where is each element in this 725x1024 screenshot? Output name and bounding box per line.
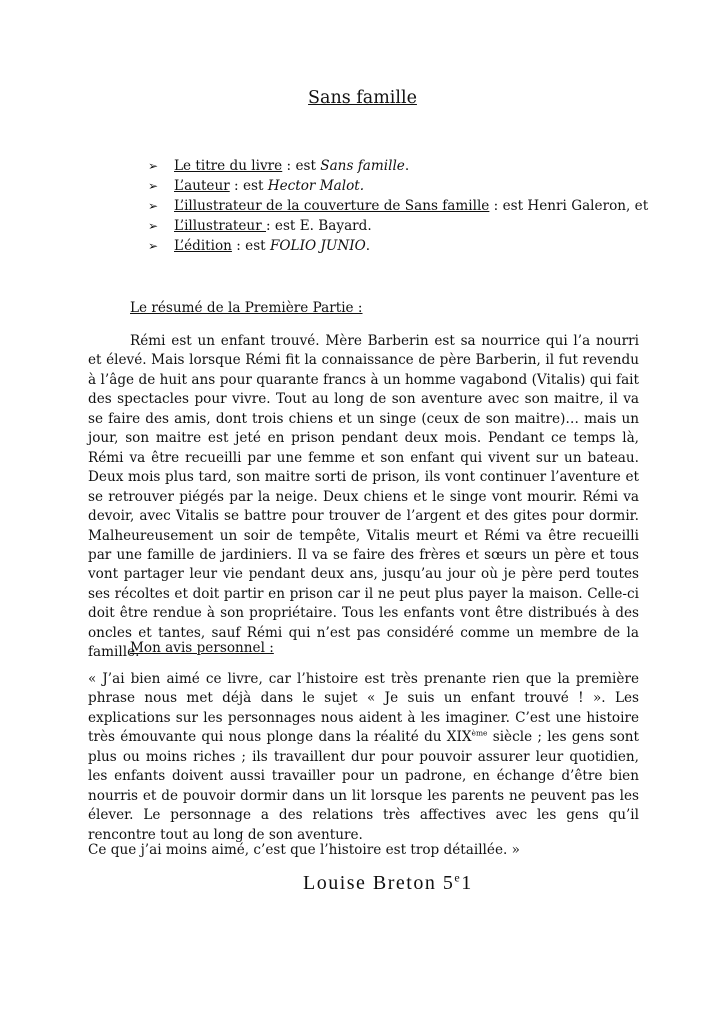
info-item-title: ➢ Le titre du livre : est Sans famille. — [148, 158, 410, 174]
summary-heading: Le résumé de la Première Partie : — [130, 300, 363, 316]
info-item-author: ➢ L’auteur : est Hector Malot. — [148, 178, 365, 194]
arrow-bullet-icon: ➢ — [148, 219, 159, 233]
info-item-edition: ➢ L’édition : est FOLIO JUNIO. — [148, 238, 371, 254]
summary-paragraph: Rémi est un enfant trouvé. Mère Barberin est sa nourrice qui l’a nourri et élevé. Mais lorsque Rémi fit la connaissance de père Barberin, il fut revendu à l’âge de huit ans pour quarante francs à un homme vagabond (Vitalis) qui fait des spectacles pour vivre. Tout au long de son aventure avec son maitre, il va se faire des amis, dont trois chiens et un singe (ceux de son maitre)… mais un jour, son maitre est jeté en prison pendant deux mois. Pendant ce temps là, Rémi va être recueilli par une femme et son enfant qui vivent sur un bateau. Deux mois plus tard, son maitre sorti de prison, ils vont continuer l’aventure et se retrouver piégés par la neige. Deux chiens et le singe vont mourir. Rémi va devoir, avec Vitalis se battre pour trouver de l’argent et des gites pour dormir. Malheureusement un soir de tempête, Vitalis meurt et Rémi va être recueilli par une famille de jardiniers. Il va se faire des frères et sœurs un père et tous vont partager leur vie pendant deux ans, jusqu’au jour où je père perd toutes ses récoltes et doit partir en prison car il ne peut plus payer la maison. Celle-ci doit être rendue à son propriétaire. Tous les enfants vont être distribués à des oncles et tantes, sauf Rémi qui n’est pas considéré comme un membre de la famille. — [88, 333, 639, 661]
arrow-bullet-icon: ➢ — [148, 199, 159, 213]
info-item-illustrator: ➢ L’illustrateur : est E. Bayard. — [148, 218, 372, 234]
document-title: Sans famille — [308, 88, 417, 108]
arrow-bullet-icon: ➢ — [148, 159, 159, 173]
author-signature: Louise Breton 5e1 — [303, 870, 473, 894]
opinion-heading: Mon avis personnel : — [130, 640, 274, 656]
opinion-closing: Ce que j’ai moins aimé, c’est que l’histoire est trop détaillée. » — [88, 842, 520, 858]
arrow-bullet-icon: ➢ — [148, 179, 159, 193]
book-info-list — [148, 156, 688, 256]
info-item-cover-illustrator: ➢ L’illustrateur de la couverture de Sans famille : est Henri Galeron, et — [148, 198, 649, 214]
arrow-bullet-icon: ➢ — [148, 239, 159, 253]
opinion-paragraph: « J’ai bien aimé ce livre, car l’histoire est très prenante rien que la première phrase nous met déjà dans le sujet « Je suis un enfant trouvé ! ». Les explications sur les personnages nous aident à les imaginer. C’est une histoire très émouvante qui nous plonge dans la réalité du XIXème siècle ; les gens sont plus ou moins riches ; ils travaillent dur pour pouvoir assurer leur quotidien, les enfants doivent aussi travailler pour un padrone, en échange d’être bien nourris et de pouvoir dormir dans un lit lorsque les parents ne peuvent pas les élever. Le personnage a des relations très affectives avec les gens qu’il rencontre tout au long de son aventure. — [88, 671, 639, 843]
